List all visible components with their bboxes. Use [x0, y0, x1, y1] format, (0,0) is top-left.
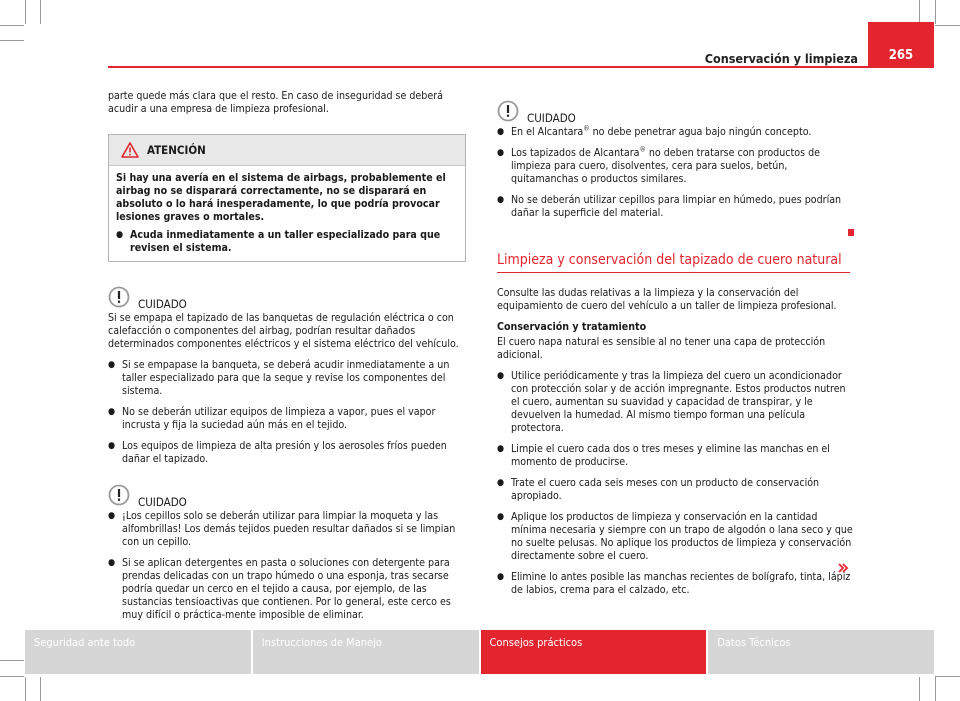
caution-header [108, 482, 466, 509]
page-number-tab [868, 22, 934, 67]
list-item: ● ¡Los cepillos solo se deberán utilizar para limpiar la moqueta y las alfombrillas! Los demás tejidos pueden resultar dañados si se limpian con un cepillo. [108, 510, 456, 548]
bullet-icon: ● [497, 371, 505, 381]
left-column [108, 90, 466, 630]
warning-header [109, 135, 465, 166]
section-intro: Consulte las dudas relativas a la limpieza y la conservación del equipamiento de cuero del vehículo a un taller de limpieza profesional. [497, 287, 837, 312]
warning-text: Si hay una avería en el sistema de airbags, probablemente el airbag no se disparará correctamente, no se disparará en absoluto o lo hará inesperadamente, lo que podría provocar lesiones graves o mortales. [116, 172, 446, 223]
crop-mark [935, 676, 960, 677]
section-title: Limpieza y conservación del tapizado de cuero natural [497, 254, 850, 273]
bullet-icon: ● [497, 195, 505, 205]
crop-mark [935, 677, 936, 701]
warning-body [109, 166, 465, 261]
list-item: ● Los equipos de limpieza de alta presión y los aerosoles fríos pueden dañar el tapizado. [108, 440, 447, 465]
right-column [497, 98, 854, 605]
crop-mark [935, 25, 960, 26]
footer-tabs [25, 630, 934, 674]
warning-triangle-icon [121, 142, 139, 158]
bullet-icon: ● [108, 441, 116, 451]
bullet-icon: ● [497, 572, 505, 582]
tab-datos[interactable]: Datos Técnicos [708, 630, 934, 674]
list-item: ● En el Alcantara® no debe penetrar agua bajo ningún concepto. [497, 124, 812, 138]
crop-mark [40, 0, 41, 24]
warning-title: ATENCIÓN [147, 142, 206, 157]
caution-title: CUIDADO [138, 495, 187, 509]
section-end-mark [848, 229, 854, 236]
crop-mark [0, 676, 24, 677]
list-item: ● No se deberán utilizar cepillos para limpiar en húmedo, pues podrían dañar la superficie del material. [497, 194, 842, 219]
page-number: 265 [888, 48, 914, 63]
bullet-icon: ● [108, 558, 116, 568]
list-item: ● Si se aplican detergentes en pasta o soluciones con detergente para prendas delicadas con un trapo húmedo o una esponja, tras secarse podría quedar un cerco en el tejido a causa, por ejemplo, de las sustancias tensioactivas que contienen. Por lo general, este cerco es muy difícil o práctica-mente imposible de eliminar. [108, 557, 451, 621]
caution-exclamation-icon [108, 286, 130, 308]
crop-mark [0, 25, 24, 26]
caution-title: CUIDADO [138, 297, 187, 311]
list-item: ● Los tapizados de Alcantara® no deben tratarse con productos de limpieza para cuero, disolventes, cera para suelos, betún, quitamanchas o productos similares. [497, 145, 820, 185]
list-item: ● Acuda inmediatamente a un taller especializado para que revisen el sistema. [116, 229, 441, 254]
bullet-icon: ● [108, 511, 116, 521]
list-item: ● Utilice periódicamente y tras la limpieza del cuero un acondicionador con protección solar y de acción impregnante. Estos productos nutren el cuero, aumentan su suavidad y capacidad de transpirar, y le devuelven la humedad. Al mismo tiempo forman una película protectora. [497, 370, 846, 434]
bullet-icon: ● [116, 230, 124, 240]
list-item: ● No se deberán utilizar equipos de limpieza a vapor, pues el vapor incrusta y fija la suciedad aún más en el tejido. [108, 406, 436, 431]
running-header: Conservación y limpieza [704, 51, 858, 66]
list-item: ● Elimine lo antes posible las manchas recientes de bolígrafo, tinta, lápiz de labios, crema para el calzado, etc. [497, 571, 851, 596]
subsection-text: El cuero napa natural es sensible al no tener una capa de protección adicional. [497, 336, 826, 361]
caution-title: CUIDADO [527, 111, 576, 125]
crop-mark [919, 677, 920, 701]
bullet-icon: ● [497, 148, 505, 158]
caution-header [108, 284, 466, 311]
tab-seguridad[interactable]: Seguridad ante todo [25, 630, 251, 674]
crop-mark [935, 0, 936, 24]
crop-mark [0, 40, 24, 41]
caution-header [497, 98, 854, 125]
crop-mark [919, 0, 920, 24]
bullet-icon: ● [497, 512, 505, 522]
bullet-icon: ● [108, 407, 116, 417]
bullet-icon: ● [497, 478, 505, 488]
intro-paragraph: parte quede más clara que el resto. En caso de inseguridad se deberá acudir a una empresa de limpieza profesional. [108, 90, 443, 115]
bullet-icon: ● [497, 444, 505, 454]
list-item: ● Aplique los productos de limpieza y conservación en la cantidad mínima necesaria y siempre con un trapo de algodón o lana seco y que no suelte pelusas. No aplique los productos de limpieza y conservación directamente sobre el cuero. [497, 511, 853, 562]
tab-consejos[interactable]: Consejos prácticos [481, 630, 707, 674]
subsection-title: Conservación y tratamiento [497, 321, 647, 333]
tab-instrucciones[interactable]: Instrucciones de Manejo [253, 630, 479, 674]
crop-mark [25, 677, 26, 701]
continue-arrow-icon [837, 562, 849, 574]
crop-mark [40, 677, 41, 701]
header-rule [108, 66, 934, 68]
list-item: ● Trate el cuero cada seis meses con un producto de conservación apropiado. [497, 477, 820, 502]
bullet-icon: ● [108, 360, 116, 370]
caution-exclamation-icon [108, 484, 130, 506]
caution-exclamation-icon [497, 100, 519, 122]
warning-box [108, 134, 466, 262]
list-item: ● Si se empapase la banqueta, se deberá acudir inmediatamente a un taller especializado para que la seque y revise los componentes del sistema. [108, 359, 450, 397]
bullet-icon: ● [497, 127, 505, 137]
list-item: ● Limpie el cuero cada dos o tres meses y elimine las manchas en el momento de producirse. [497, 443, 830, 468]
crop-mark [0, 660, 24, 661]
caution-text: Si se empapa el tapizado de las banquetas de regulación eléctrica o con calefacción o componentes del airbag, podrían resultar dañados determinados componentes eléctricos y el sistema eléctrico del vehículo. [108, 312, 459, 350]
crop-mark [25, 0, 26, 24]
